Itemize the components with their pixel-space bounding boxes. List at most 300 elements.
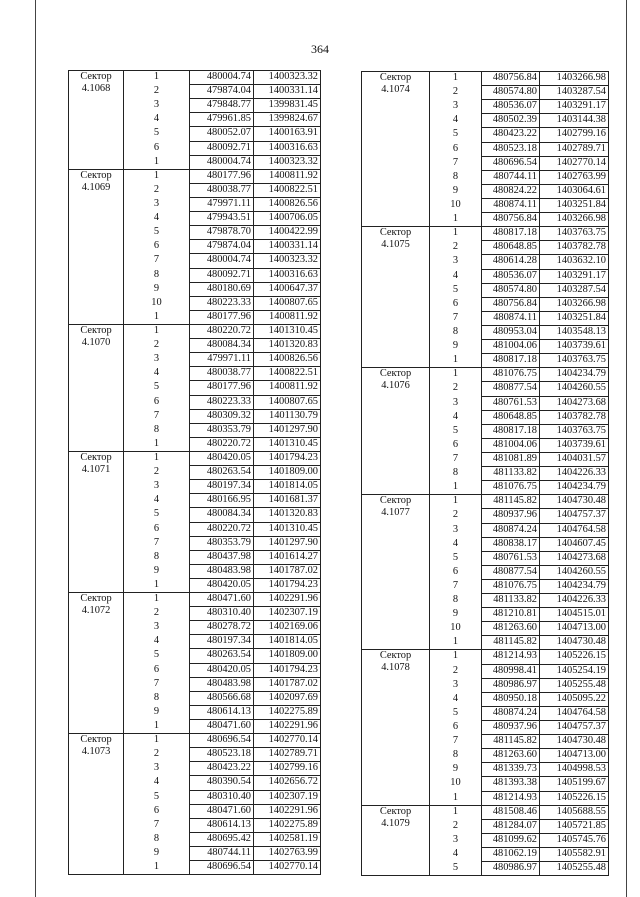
y-coordinate: 1400422.99 xyxy=(254,226,321,240)
point-number: 6 xyxy=(124,395,190,409)
point-number: 3 xyxy=(124,353,190,367)
y-coordinate: 1401814.05 xyxy=(254,480,321,494)
y-coordinate: 1404226.33 xyxy=(540,594,609,608)
y-coordinate: 1404234.79 xyxy=(540,579,609,593)
point-number: 4 xyxy=(124,635,190,649)
sector-label: Сектор 4.1075 xyxy=(362,227,430,368)
x-coordinate: 480197.34 xyxy=(190,480,254,494)
y-coordinate: 1400323.32 xyxy=(254,155,321,169)
point-number: 1 xyxy=(430,72,482,86)
y-coordinate: 1404713.00 xyxy=(540,622,609,636)
point-number: 5 xyxy=(430,862,482,876)
point-number: 2 xyxy=(124,466,190,480)
point-number: 1 xyxy=(124,437,190,451)
point-number: 3 xyxy=(430,833,482,847)
x-coordinate: 480838.17 xyxy=(482,537,540,551)
x-coordinate: 480092.71 xyxy=(190,141,254,155)
y-coordinate: 1400323.32 xyxy=(254,71,321,85)
y-coordinate: 1404998.53 xyxy=(540,763,609,777)
x-coordinate: 481004.06 xyxy=(482,438,540,452)
x-coordinate: 479848.77 xyxy=(190,99,254,113)
y-coordinate: 1403266.98 xyxy=(540,213,609,227)
y-coordinate: 1402770.14 xyxy=(254,861,321,875)
right-scan-edge xyxy=(626,0,627,897)
y-coordinate: 1403763.75 xyxy=(540,354,609,368)
point-number: 4 xyxy=(430,848,482,862)
x-coordinate: 480263.54 xyxy=(190,466,254,480)
x-coordinate: 480574.80 xyxy=(482,283,540,297)
y-coordinate: 1400811.92 xyxy=(254,381,321,395)
x-coordinate: 480502.39 xyxy=(482,114,540,128)
point-number: 1 xyxy=(430,227,482,241)
table-row xyxy=(69,734,321,748)
x-coordinate: 480092.71 xyxy=(190,268,254,282)
point-number: 10 xyxy=(430,198,482,212)
y-coordinate: 1405582.91 xyxy=(540,848,609,862)
point-number: 3 xyxy=(430,100,482,114)
point-number: 1 xyxy=(124,720,190,734)
y-coordinate: 1403782.78 xyxy=(540,410,609,424)
x-coordinate: 480353.79 xyxy=(190,423,254,437)
x-coordinate: 480648.85 xyxy=(482,241,540,255)
y-coordinate: 1400807.65 xyxy=(254,395,321,409)
x-coordinate: 480420.05 xyxy=(190,578,254,592)
x-coordinate: 479971.11 xyxy=(190,353,254,367)
point-number: 8 xyxy=(430,594,482,608)
x-coordinate: 479971.11 xyxy=(190,197,254,211)
x-coordinate: 480220.72 xyxy=(190,324,254,338)
sector-label: Сектор 4.1079 xyxy=(362,805,430,876)
point-number: 8 xyxy=(430,467,482,481)
y-coordinate: 1401809.00 xyxy=(254,466,321,480)
x-coordinate: 480756.84 xyxy=(482,213,540,227)
sector-label: Сектор 4.1076 xyxy=(362,368,430,495)
x-coordinate: 480038.77 xyxy=(190,367,254,381)
x-coordinate: 479943.51 xyxy=(190,212,254,226)
x-coordinate: 480877.54 xyxy=(482,565,540,579)
y-coordinate: 1401310.45 xyxy=(254,522,321,536)
point-number: 7 xyxy=(430,452,482,466)
y-coordinate: 1404757.37 xyxy=(540,509,609,523)
y-coordinate: 1401297.90 xyxy=(254,423,321,437)
point-number: 4 xyxy=(430,269,482,283)
point-number: 5 xyxy=(430,706,482,720)
x-coordinate: 481214.93 xyxy=(482,650,540,664)
point-number: 4 xyxy=(430,692,482,706)
y-coordinate: 1403064.61 xyxy=(540,184,609,198)
x-coordinate: 479874.04 xyxy=(190,240,254,254)
y-coordinate: 1400807.65 xyxy=(254,296,321,310)
point-number: 4 xyxy=(430,410,482,424)
y-coordinate: 1403266.98 xyxy=(540,72,609,86)
y-coordinate: 1403632.10 xyxy=(540,255,609,269)
y-coordinate: 1400331.14 xyxy=(254,85,321,99)
point-number: 1 xyxy=(430,368,482,382)
x-coordinate: 480574.80 xyxy=(482,86,540,100)
y-coordinate: 1403548.13 xyxy=(540,325,609,339)
y-coordinate: 1405254.19 xyxy=(540,664,609,678)
x-coordinate: 481214.93 xyxy=(482,791,540,805)
point-number: 3 xyxy=(124,99,190,113)
y-coordinate: 1402307.19 xyxy=(254,790,321,804)
point-number: 9 xyxy=(430,608,482,622)
y-coordinate: 1403763.75 xyxy=(540,424,609,438)
y-coordinate: 1405226.15 xyxy=(540,650,609,664)
x-coordinate: 480761.53 xyxy=(482,396,540,410)
y-coordinate: 1400163.91 xyxy=(254,127,321,141)
table-row xyxy=(362,650,609,664)
point-number: 10 xyxy=(124,296,190,310)
point-number: 1 xyxy=(124,324,190,338)
y-coordinate: 1403763.75 xyxy=(540,227,609,241)
point-number: 8 xyxy=(124,832,190,846)
y-coordinate: 1405226.15 xyxy=(540,791,609,805)
x-coordinate: 480166.95 xyxy=(190,494,254,508)
sector-label: Сектор 4.1068 xyxy=(69,71,124,170)
table-row xyxy=(362,495,609,509)
point-number: 4 xyxy=(124,494,190,508)
x-coordinate: 480223.33 xyxy=(190,395,254,409)
y-coordinate: 1403266.98 xyxy=(540,297,609,311)
point-number: 2 xyxy=(430,382,482,396)
x-coordinate: 480084.34 xyxy=(190,508,254,522)
x-coordinate: 480004.74 xyxy=(190,155,254,169)
point-number: 2 xyxy=(430,509,482,523)
point-number: 9 xyxy=(430,763,482,777)
y-coordinate: 1404713.00 xyxy=(540,749,609,763)
x-coordinate: 480614.13 xyxy=(190,818,254,832)
point-number: 5 xyxy=(124,508,190,522)
point-number: 1 xyxy=(124,593,190,607)
point-number: 9 xyxy=(430,184,482,198)
point-number: 4 xyxy=(124,212,190,226)
y-coordinate: 1404234.79 xyxy=(540,368,609,382)
y-coordinate: 1402770.14 xyxy=(540,156,609,170)
x-coordinate: 481076.75 xyxy=(482,579,540,593)
y-coordinate: 1402789.71 xyxy=(254,748,321,762)
point-number: 5 xyxy=(124,226,190,240)
point-number: 3 xyxy=(124,480,190,494)
point-number: 3 xyxy=(124,621,190,635)
y-coordinate: 1405688.55 xyxy=(540,805,609,819)
y-coordinate: 1400811.92 xyxy=(254,310,321,324)
x-coordinate: 480874.11 xyxy=(482,311,540,325)
point-number: 5 xyxy=(430,551,482,565)
x-coordinate: 481004.06 xyxy=(482,340,540,354)
y-coordinate: 1400647.37 xyxy=(254,282,321,296)
x-coordinate: 480084.34 xyxy=(190,339,254,353)
x-coordinate: 480004.74 xyxy=(190,71,254,85)
x-coordinate: 480180.69 xyxy=(190,282,254,296)
x-coordinate: 480874.24 xyxy=(482,523,540,537)
y-coordinate: 1402581.19 xyxy=(254,832,321,846)
x-coordinate: 480566.68 xyxy=(190,691,254,705)
point-number: 6 xyxy=(430,438,482,452)
point-number: 1 xyxy=(430,650,482,664)
y-coordinate: 1404730.48 xyxy=(540,735,609,749)
y-coordinate: 1402275.89 xyxy=(254,818,321,832)
table-row xyxy=(69,324,321,338)
y-coordinate: 1405255.48 xyxy=(540,678,609,692)
y-coordinate: 1404764.58 xyxy=(540,523,609,537)
x-coordinate: 480523.18 xyxy=(482,142,540,156)
point-number: 2 xyxy=(430,664,482,678)
point-number: 9 xyxy=(124,705,190,719)
y-coordinate: 1403251.84 xyxy=(540,311,609,325)
point-number: 7 xyxy=(124,677,190,691)
page-number: 364 xyxy=(311,42,329,56)
x-coordinate: 481284.07 xyxy=(482,819,540,833)
point-number: 2 xyxy=(124,607,190,621)
y-coordinate: 1401320.83 xyxy=(254,508,321,522)
x-coordinate: 480874.24 xyxy=(482,706,540,720)
coordinates-table-left xyxy=(68,70,321,875)
point-number: 10 xyxy=(430,777,482,791)
x-coordinate: 480695.42 xyxy=(190,832,254,846)
point-number: 9 xyxy=(124,847,190,861)
y-coordinate: 1402307.19 xyxy=(254,607,321,621)
x-coordinate: 481339.73 xyxy=(482,763,540,777)
point-number: 8 xyxy=(124,550,190,564)
sector-label: Сектор 4.1071 xyxy=(69,451,124,592)
x-coordinate: 480696.54 xyxy=(190,861,254,875)
point-number: 5 xyxy=(430,128,482,142)
point-number: 1 xyxy=(124,71,190,85)
sector-label: Сектор 4.1078 xyxy=(362,650,430,805)
sector-label: Сектор 4.1072 xyxy=(69,593,124,734)
x-coordinate: 480950.18 xyxy=(482,692,540,706)
x-coordinate: 480177.96 xyxy=(190,169,254,183)
sector-label: Сектор 4.1070 xyxy=(69,324,124,451)
y-coordinate: 1404226.33 xyxy=(540,467,609,481)
point-number: 5 xyxy=(124,649,190,663)
x-coordinate: 481076.75 xyxy=(482,368,540,382)
x-coordinate: 480536.07 xyxy=(482,269,540,283)
point-number: 6 xyxy=(124,804,190,818)
y-coordinate: 1404273.68 xyxy=(540,551,609,565)
point-number: 6 xyxy=(124,240,190,254)
y-coordinate: 1399831.45 xyxy=(254,99,321,113)
y-coordinate: 1401310.45 xyxy=(254,324,321,338)
y-coordinate: 1405255.48 xyxy=(540,862,609,876)
x-coordinate: 481145.82 xyxy=(482,495,540,509)
y-coordinate: 1400811.92 xyxy=(254,169,321,183)
table-row xyxy=(362,805,609,819)
x-coordinate: 480220.72 xyxy=(190,437,254,451)
x-coordinate: 481145.82 xyxy=(482,735,540,749)
point-number: 9 xyxy=(124,564,190,578)
point-number: 3 xyxy=(430,678,482,692)
point-number: 8 xyxy=(430,325,482,339)
y-coordinate: 1402799.16 xyxy=(254,762,321,776)
x-coordinate: 481263.60 xyxy=(482,622,540,636)
point-number: 9 xyxy=(124,282,190,296)
y-coordinate: 1404234.79 xyxy=(540,481,609,495)
x-coordinate: 480937.96 xyxy=(482,509,540,523)
x-coordinate: 480877.54 xyxy=(482,382,540,396)
point-number: 6 xyxy=(124,141,190,155)
x-coordinate: 480197.34 xyxy=(190,635,254,649)
y-coordinate: 1399824.67 xyxy=(254,113,321,127)
x-coordinate: 480998.41 xyxy=(482,664,540,678)
point-number: 6 xyxy=(430,297,482,311)
point-number: 5 xyxy=(124,381,190,395)
x-coordinate: 481081.89 xyxy=(482,452,540,466)
y-coordinate: 1403291.17 xyxy=(540,100,609,114)
point-number: 2 xyxy=(124,85,190,99)
point-number: 9 xyxy=(430,340,482,354)
point-number: 8 xyxy=(430,749,482,763)
point-number: 6 xyxy=(430,565,482,579)
y-coordinate: 1400822.51 xyxy=(254,367,321,381)
y-coordinate: 1402656.72 xyxy=(254,776,321,790)
y-coordinate: 1404031.57 xyxy=(540,452,609,466)
point-number: 1 xyxy=(124,451,190,465)
x-coordinate: 480423.22 xyxy=(190,762,254,776)
y-coordinate: 1404730.48 xyxy=(540,636,609,650)
x-coordinate: 479874.04 xyxy=(190,85,254,99)
point-number: 2 xyxy=(430,241,482,255)
y-coordinate: 1405095.22 xyxy=(540,692,609,706)
x-coordinate: 480420.05 xyxy=(190,451,254,465)
point-number: 8 xyxy=(430,170,482,184)
point-number: 7 xyxy=(124,536,190,550)
y-coordinate: 1401794.23 xyxy=(254,451,321,465)
point-number: 1 xyxy=(430,354,482,368)
point-number: 2 xyxy=(430,86,482,100)
y-coordinate: 1401794.23 xyxy=(254,663,321,677)
x-coordinate: 480278.72 xyxy=(190,621,254,635)
point-number: 5 xyxy=(124,790,190,804)
y-coordinate: 1400826.56 xyxy=(254,197,321,211)
point-number: 1 xyxy=(124,734,190,748)
point-number: 2 xyxy=(124,748,190,762)
table-row xyxy=(362,227,609,241)
table-row xyxy=(69,169,321,183)
y-coordinate: 1402763.99 xyxy=(540,170,609,184)
point-number: 2 xyxy=(124,183,190,197)
y-coordinate: 1400323.32 xyxy=(254,254,321,268)
point-number: 7 xyxy=(430,579,482,593)
y-coordinate: 1403144.38 xyxy=(540,114,609,128)
x-coordinate: 480953.04 xyxy=(482,325,540,339)
point-number: 3 xyxy=(430,523,482,537)
x-coordinate: 480052.07 xyxy=(190,127,254,141)
point-number: 2 xyxy=(124,339,190,353)
point-number: 6 xyxy=(124,522,190,536)
x-coordinate: 480696.54 xyxy=(482,156,540,170)
point-number: 3 xyxy=(430,255,482,269)
x-coordinate: 480471.60 xyxy=(190,720,254,734)
x-coordinate: 480756.84 xyxy=(482,297,540,311)
y-coordinate: 1403291.17 xyxy=(540,269,609,283)
point-number: 4 xyxy=(124,367,190,381)
x-coordinate: 480761.53 xyxy=(482,551,540,565)
x-coordinate: 480824.22 xyxy=(482,184,540,198)
x-coordinate: 480353.79 xyxy=(190,536,254,550)
point-number: 1 xyxy=(430,791,482,805)
x-coordinate: 481133.82 xyxy=(482,594,540,608)
sector-label: Сектор 4.1074 xyxy=(362,72,430,227)
x-coordinate: 479961.85 xyxy=(190,113,254,127)
x-coordinate: 481263.60 xyxy=(482,749,540,763)
point-number: 1 xyxy=(430,495,482,509)
y-coordinate: 1403739.61 xyxy=(540,340,609,354)
point-number: 8 xyxy=(124,268,190,282)
x-coordinate: 481133.82 xyxy=(482,467,540,481)
x-coordinate: 480986.97 xyxy=(482,678,540,692)
point-number: 1 xyxy=(124,169,190,183)
point-number: 8 xyxy=(124,691,190,705)
x-coordinate: 480423.22 xyxy=(482,128,540,142)
coordinates-table-right xyxy=(361,71,609,876)
point-number: 3 xyxy=(124,762,190,776)
x-coordinate: 481210.81 xyxy=(482,608,540,622)
y-coordinate: 1400316.63 xyxy=(254,268,321,282)
y-coordinate: 1403287.54 xyxy=(540,283,609,297)
y-coordinate: 1402789.71 xyxy=(540,142,609,156)
point-number: 8 xyxy=(124,423,190,437)
x-coordinate: 480744.11 xyxy=(190,847,254,861)
x-coordinate: 480004.74 xyxy=(190,254,254,268)
point-number: 7 xyxy=(124,818,190,832)
y-coordinate: 1402291.96 xyxy=(254,593,321,607)
x-coordinate: 480483.98 xyxy=(190,677,254,691)
x-coordinate: 480471.60 xyxy=(190,804,254,818)
point-number: 5 xyxy=(430,283,482,297)
y-coordinate: 1401809.00 xyxy=(254,649,321,663)
y-coordinate: 1404764.58 xyxy=(540,706,609,720)
x-coordinate: 481099.62 xyxy=(482,833,540,847)
y-coordinate: 1400822.51 xyxy=(254,183,321,197)
point-number: 10 xyxy=(430,622,482,636)
x-coordinate: 480220.72 xyxy=(190,522,254,536)
point-number: 7 xyxy=(124,409,190,423)
x-coordinate: 480523.18 xyxy=(190,748,254,762)
point-number: 1 xyxy=(124,861,190,875)
point-number: 7 xyxy=(124,254,190,268)
x-coordinate: 480177.96 xyxy=(190,310,254,324)
x-coordinate: 480614.13 xyxy=(190,705,254,719)
point-number: 5 xyxy=(430,424,482,438)
x-coordinate: 480223.33 xyxy=(190,296,254,310)
point-number: 7 xyxy=(430,156,482,170)
y-coordinate: 1402169.06 xyxy=(254,621,321,635)
y-coordinate: 1401310.45 xyxy=(254,437,321,451)
point-number: 4 xyxy=(430,537,482,551)
point-number: 6 xyxy=(430,142,482,156)
sector-label: Сектор 4.1077 xyxy=(362,495,430,650)
y-coordinate: 1402275.89 xyxy=(254,705,321,719)
x-coordinate: 480817.18 xyxy=(482,354,540,368)
table-row xyxy=(69,71,321,85)
y-coordinate: 1404730.48 xyxy=(540,495,609,509)
x-coordinate: 480310.40 xyxy=(190,607,254,621)
x-coordinate: 481076.75 xyxy=(482,481,540,495)
y-coordinate: 1404273.68 xyxy=(540,396,609,410)
x-coordinate: 480937.96 xyxy=(482,721,540,735)
table-row xyxy=(362,368,609,382)
x-coordinate: 480471.60 xyxy=(190,593,254,607)
y-coordinate: 1400331.14 xyxy=(254,240,321,254)
table-row xyxy=(362,72,609,86)
sector-label: Сектор 4.1069 xyxy=(69,169,124,324)
x-coordinate: 481393.38 xyxy=(482,777,540,791)
y-coordinate: 1402799.16 xyxy=(540,128,609,142)
y-coordinate: 1401320.83 xyxy=(254,339,321,353)
x-coordinate: 480817.18 xyxy=(482,424,540,438)
y-coordinate: 1404260.55 xyxy=(540,565,609,579)
